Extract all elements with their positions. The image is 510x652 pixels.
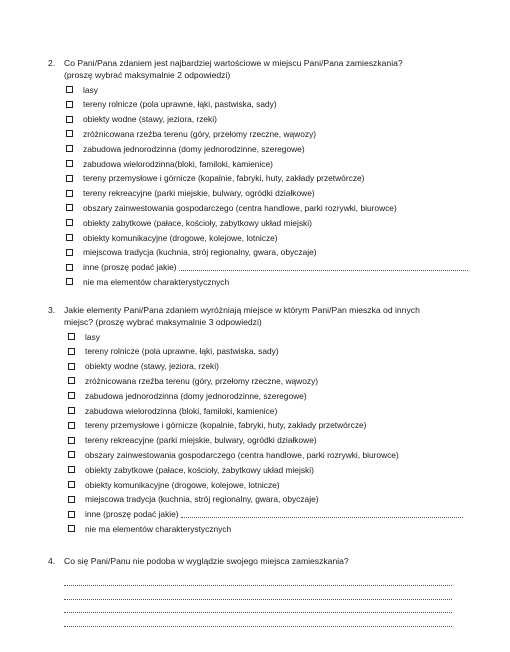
option-item[interactable] <box>66 245 468 260</box>
option-label: lasy <box>85 331 100 342</box>
question-3-header <box>48 305 468 328</box>
question-4-line-1: Co się Pani/Panu nie podoba w wyglądzie swojego miejsca zamieszkania? <box>64 556 349 566</box>
question-2-text <box>64 58 468 81</box>
option-label: zabudowa wielorodzinna(bloki, familoki, kamienice) <box>83 158 273 169</box>
option-label: tereny przemysłowe i górnicze (kopalnie, fabryki, huty, zakłady przetwórcze) <box>85 420 367 431</box>
checkbox[interactable] <box>66 116 73 123</box>
checkbox[interactable] <box>66 249 73 256</box>
question-2-header <box>48 58 468 81</box>
option-label: inne (proszę podać jakie) <box>85 509 179 520</box>
checkbox[interactable] <box>66 86 73 93</box>
question-4 <box>48 556 468 627</box>
option-item[interactable] <box>68 388 468 403</box>
option-item-other[interactable] <box>66 260 468 275</box>
checkbox[interactable] <box>68 451 75 458</box>
question-4-text <box>64 556 468 568</box>
question-2 <box>48 58 468 289</box>
option-item[interactable] <box>66 127 468 142</box>
option-label: obszary zainwestowania gospodarczego (centra handlowe, parki rozrywki, biurowce) <box>83 202 397 213</box>
question-4-header <box>48 556 468 568</box>
question-3-line-1: Jakie elementy Pani/Pana zdaniem wyróżniają miejsce w którym Pani/Pan mieszka od innych <box>64 305 420 315</box>
option-item[interactable] <box>66 186 468 201</box>
option-item[interactable] <box>66 82 468 97</box>
option-item[interactable] <box>66 141 468 156</box>
checkbox[interactable] <box>68 422 75 429</box>
option-label: tereny rolnicze (pola uprawne, łąki, pastwiska, sady) <box>83 99 277 110</box>
option-item-other[interactable] <box>68 507 468 522</box>
option-label: zabudowa jednorodzinna (domy jednorodzinne, szeregowe) <box>83 143 305 154</box>
option-label: zabudowa jednorodzinna (domy jednorodzinne, szeregowe) <box>85 390 307 401</box>
checkbox[interactable] <box>68 333 75 340</box>
checkbox[interactable] <box>68 437 75 444</box>
other-answer-field[interactable] <box>179 270 468 271</box>
question-3-options <box>68 329 468 536</box>
option-item[interactable] <box>68 477 468 492</box>
option-label: obiekty wodne (stawy, jeziora, rzeki) <box>83 114 217 125</box>
option-label: obiekty zabytkowe (pałace, kościoły, zabytkowy układ miejski) <box>85 464 314 475</box>
question-2-number: 2. <box>48 58 56 68</box>
option-label: lasy <box>83 84 98 95</box>
answer-line[interactable] <box>64 573 452 587</box>
option-label: tereny rolnicze (pola uprawne, łąki, pastwiska, sady) <box>85 346 279 357</box>
option-label: obiekty komunikacyjne (drogowe, kolejowe, lotnicze) <box>85 479 280 490</box>
option-label: zróżnicowana rzeźba terenu (góry, przełomy rzeczne, wąwozy) <box>83 128 317 139</box>
checkbox[interactable] <box>66 190 73 197</box>
question-3-line-2: miejsc? (proszę wybrać maksymalnie 3 odpowiedzi) <box>64 316 262 327</box>
option-item[interactable] <box>68 433 468 448</box>
checkbox[interactable] <box>68 407 75 414</box>
option-item[interactable] <box>66 230 468 245</box>
checkbox[interactable] <box>66 219 73 226</box>
other-answer-field[interactable] <box>181 517 463 518</box>
option-item[interactable] <box>66 275 468 290</box>
checkbox[interactable] <box>68 481 75 488</box>
option-label: obiekty komunikacyjne (drogowe, kolejowe, lotnicze) <box>83 232 278 243</box>
checkbox[interactable] <box>68 363 75 370</box>
checkbox[interactable] <box>66 145 73 152</box>
option-item[interactable] <box>68 418 468 433</box>
option-item[interactable] <box>66 171 468 186</box>
checkbox[interactable] <box>68 377 75 384</box>
checkbox[interactable] <box>68 466 75 473</box>
option-label: tereny rekreacyjne (parki miejskie, bulwary, ogródki działkowe) <box>83 188 315 199</box>
checkbox[interactable] <box>66 101 73 108</box>
option-item[interactable] <box>68 492 468 507</box>
question-2-line-2: (proszę wybrać maksymalnie 2 odpowiedzi) <box>64 69 231 80</box>
option-item[interactable] <box>66 201 468 216</box>
checkbox[interactable] <box>66 264 73 271</box>
option-item[interactable] <box>68 344 468 359</box>
answer-line[interactable] <box>64 586 452 600</box>
option-label: miejscowa tradycja (kuchnia, strój regionalny, gwara, obyczaje) <box>83 247 317 258</box>
checkbox[interactable] <box>68 348 75 355</box>
option-label: tereny rekreacyjne (parki miejskie, bulwary, ogródki działkowe) <box>85 435 317 446</box>
option-item[interactable] <box>68 374 468 389</box>
option-label: obiekty zabytkowe (pałace, kościoły, zabytkowy układ miejski) <box>83 217 312 228</box>
answer-line[interactable] <box>64 613 452 627</box>
option-item[interactable] <box>68 448 468 463</box>
option-item[interactable] <box>68 329 468 344</box>
option-label: inne (proszę podać jakie) <box>83 262 177 273</box>
checkbox[interactable] <box>68 511 75 518</box>
option-label: zabudowa wielorodzinna (bloki, familoki, kamienice) <box>85 405 278 416</box>
checkbox[interactable] <box>66 234 73 241</box>
option-item[interactable] <box>66 112 468 127</box>
option-label: miejscowa tradycja (kuchnia, strój regionalny, gwara, obyczaje) <box>85 494 319 505</box>
option-item[interactable] <box>68 359 468 374</box>
option-label: obiekty wodne (stawy, jeziora, rzeki) <box>85 361 219 372</box>
question-4-answer-area[interactable] <box>64 573 468 627</box>
option-item[interactable] <box>66 97 468 112</box>
option-label: obszary zainwestowania gospodarczego (centra handlowe, parki rozrywki, biurowce) <box>85 449 399 460</box>
option-label: zróżnicowana rzeźba terenu (góry, przełomy rzeczne, wąwozy) <box>85 375 319 386</box>
checkbox[interactable] <box>68 392 75 399</box>
option-label: tereny przemysłowe i górnicze (kopalnie, fabryki, huty, zakłady przetwórcze) <box>83 173 365 184</box>
checkbox[interactable] <box>68 496 75 503</box>
checkbox[interactable] <box>66 175 73 182</box>
checkbox[interactable] <box>66 278 73 285</box>
option-item[interactable] <box>68 462 468 477</box>
option-label: nie ma elementów charakterystycznych <box>83 276 230 287</box>
question-2-options <box>66 82 468 289</box>
option-label: nie ma elementów charakterystycznych <box>85 523 232 534</box>
answer-line[interactable] <box>64 600 452 614</box>
question-4-number: 4. <box>48 556 56 566</box>
checkbox[interactable] <box>68 525 75 532</box>
checkbox[interactable] <box>66 130 73 137</box>
question-2-line-1: Co Pani/Pana zdaniem jest najbardziej wartościowe w miejscu Pani/Pana zamieszkania? <box>64 58 403 68</box>
option-item[interactable] <box>68 522 468 537</box>
question-3-number: 3. <box>48 305 56 315</box>
option-item[interactable] <box>66 156 468 171</box>
option-item[interactable] <box>68 403 468 418</box>
question-3-text <box>64 305 468 328</box>
checkbox[interactable] <box>66 160 73 167</box>
question-3 <box>48 305 468 536</box>
checkbox[interactable] <box>66 204 73 211</box>
option-item[interactable] <box>66 215 468 230</box>
